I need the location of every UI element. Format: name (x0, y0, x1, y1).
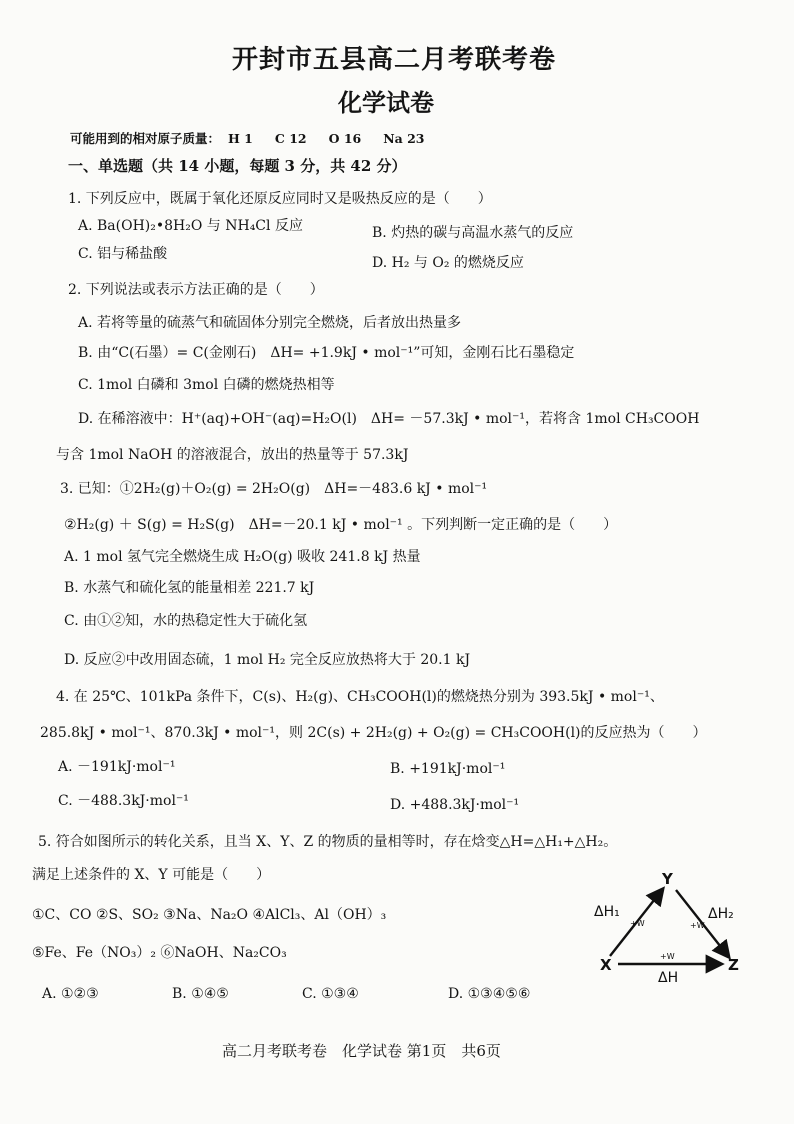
exam-subtitle: 化学试卷 (338, 88, 434, 117)
q2-option-d-line2: 与含 1mol NaOH 的溶液混合，放出的热量等于 57.3kJ (56, 447, 409, 463)
q2-option-a: A. 若将等量的硫蒸气和硫固体分别完全燃烧，后者放出热量多 (78, 315, 462, 331)
work-label-1: +W (630, 919, 645, 928)
q5-stem-line1: 5. 符合如图所示的转化关系，且当 X、Y、Z 的物质的量相等时，存在焓变△H=△H₁+△H₂。 (38, 834, 618, 850)
q5-option-a: A. ①②③ (42, 986, 99, 1002)
atomic-mass-h: H 1 (228, 131, 253, 146)
q3-option-b: B. 水蒸气和硫化氢的能量相差 221.7 kJ (64, 580, 315, 596)
q3-option-a: A. 1 mol 氢气完全燃烧生成 H₂O(g) 吸收 241.8 kJ 热量 (64, 549, 421, 565)
q5-candidates-line1: ①C、CO ②S、SO₂ ③Na、Na₂O ④AlCl₃、Al（OH）₃ (32, 907, 387, 923)
q2-option-b: B. 由“C(石墨）= C(金刚石) ΔH= +1.9kJ • mol⁻¹”可知，金刚石比石墨稳定 (78, 345, 575, 361)
atomic-mass-o: O 16 (328, 131, 362, 146)
section-heading: 一、单选题（共 14 小题，每题 3 分，共 42 分） (68, 157, 407, 175)
node-x-label: X (600, 956, 612, 974)
q4-option-d: D. +488.3kJ·mol⁻¹ (390, 797, 520, 813)
atomic-mass-line (70, 130, 447, 148)
exam-title: 开封市五县高二月考联考卷 (232, 45, 557, 75)
q1-option-a: A. Ba(OH)₂•8H₂O 与 NH₄Cl 反应 (78, 218, 303, 234)
q4-option-a: A. －191kJ·mol⁻¹ (58, 759, 176, 775)
q3-option-d: D. 反应②中改用固态硫，1 mol H₂ 完全反应放热将大于 20.1 kJ (64, 652, 471, 668)
q5-stem-line2: 满足上述条件的 X、Y 可能是（ ） (32, 867, 271, 883)
delta-h1-label: ΔH₁ (594, 904, 620, 920)
q5-option-c: C. ①③④ (302, 986, 359, 1002)
q5-option-d: D. ①③④⑤⑥ (448, 986, 531, 1002)
delta-h-label: ΔH (658, 970, 679, 986)
q1-stem: 1. 下列反应中，既属于氧化还原反应同时又是吸热反应的是（ ） (68, 191, 492, 207)
q1-option-d: D. H₂ 与 O₂ 的燃烧反应 (372, 255, 524, 271)
q4-stem-line1: 4. 在 25℃、101kPa 条件下，C(s)、H₂(g)、CH₃COOH(l)的燃烧热分别为 393.5kJ • mol⁻¹、 (56, 689, 664, 705)
q4-option-b: B. +191kJ·mol⁻¹ (390, 761, 506, 777)
q4-option-c: C. －488.3kJ·mol⁻¹ (58, 793, 189, 809)
q5-candidates-line2: ⑤Fe、Fe（NO₃）₂ ⑥NaOH、Na₂CO₃ (32, 945, 287, 961)
q2-option-c: C. 1mol 白磷和 3mol 白磷的燃烧热相等 (78, 377, 335, 393)
work-label-3: +W (660, 952, 675, 961)
q5-option-b: B. ①④⑤ (172, 986, 229, 1002)
enthalpy-cycle-diagram (588, 868, 778, 986)
page-footer: 高二月考联考卷 化学试卷 第1页 共6页 (222, 1042, 501, 1060)
q2-option-d-line1: D. 在稀溶液中：H⁺(aq)+OH⁻(aq)=H₂O(l) ΔH= －57.3kJ • mol⁻¹，若将含 1mol CH₃COOH (78, 411, 700, 427)
atomic-mass-label: 可能用到的相对原子质量： (70, 131, 221, 146)
node-y-label: Y (662, 870, 673, 888)
q1-option-b: B. 灼热的碳与高温水蒸气的反应 (372, 225, 574, 241)
node-z-label: Z (728, 956, 739, 974)
atomic-mass-na: Na 23 (383, 131, 425, 146)
work-label-2: +W (690, 921, 705, 930)
q1-option-c: C. 铝与稀盐酸 (78, 246, 168, 262)
delta-h2-label: ΔH₂ (708, 906, 734, 922)
q3-stem-line1: 3. 已知：①2H₂(g)＋O₂(g) = 2H₂O(g) ΔH=－483.6 kJ • mol⁻¹ (60, 481, 488, 497)
q3-option-c: C. 由①②知，水的热稳定性大于硫化氢 (64, 613, 308, 629)
q4-stem-line2: 285.8kJ • mol⁻¹、870.3kJ • mol⁻¹，则 2C(s) + 2H₂(g) + O₂(g) = CH₃COOH(l)的反应热为（ ） (40, 725, 707, 741)
q3-stem-line2: ②H₂(g) ＋ S(g) = H₂S(g) ΔH=－20.1 kJ • mol⁻¹ 。下列判断一定正确的是（ ） (64, 517, 618, 533)
q2-stem: 2. 下列说法或表示方法正确的是（ ） (68, 282, 324, 298)
atomic-mass-c: C 12 (274, 131, 307, 146)
